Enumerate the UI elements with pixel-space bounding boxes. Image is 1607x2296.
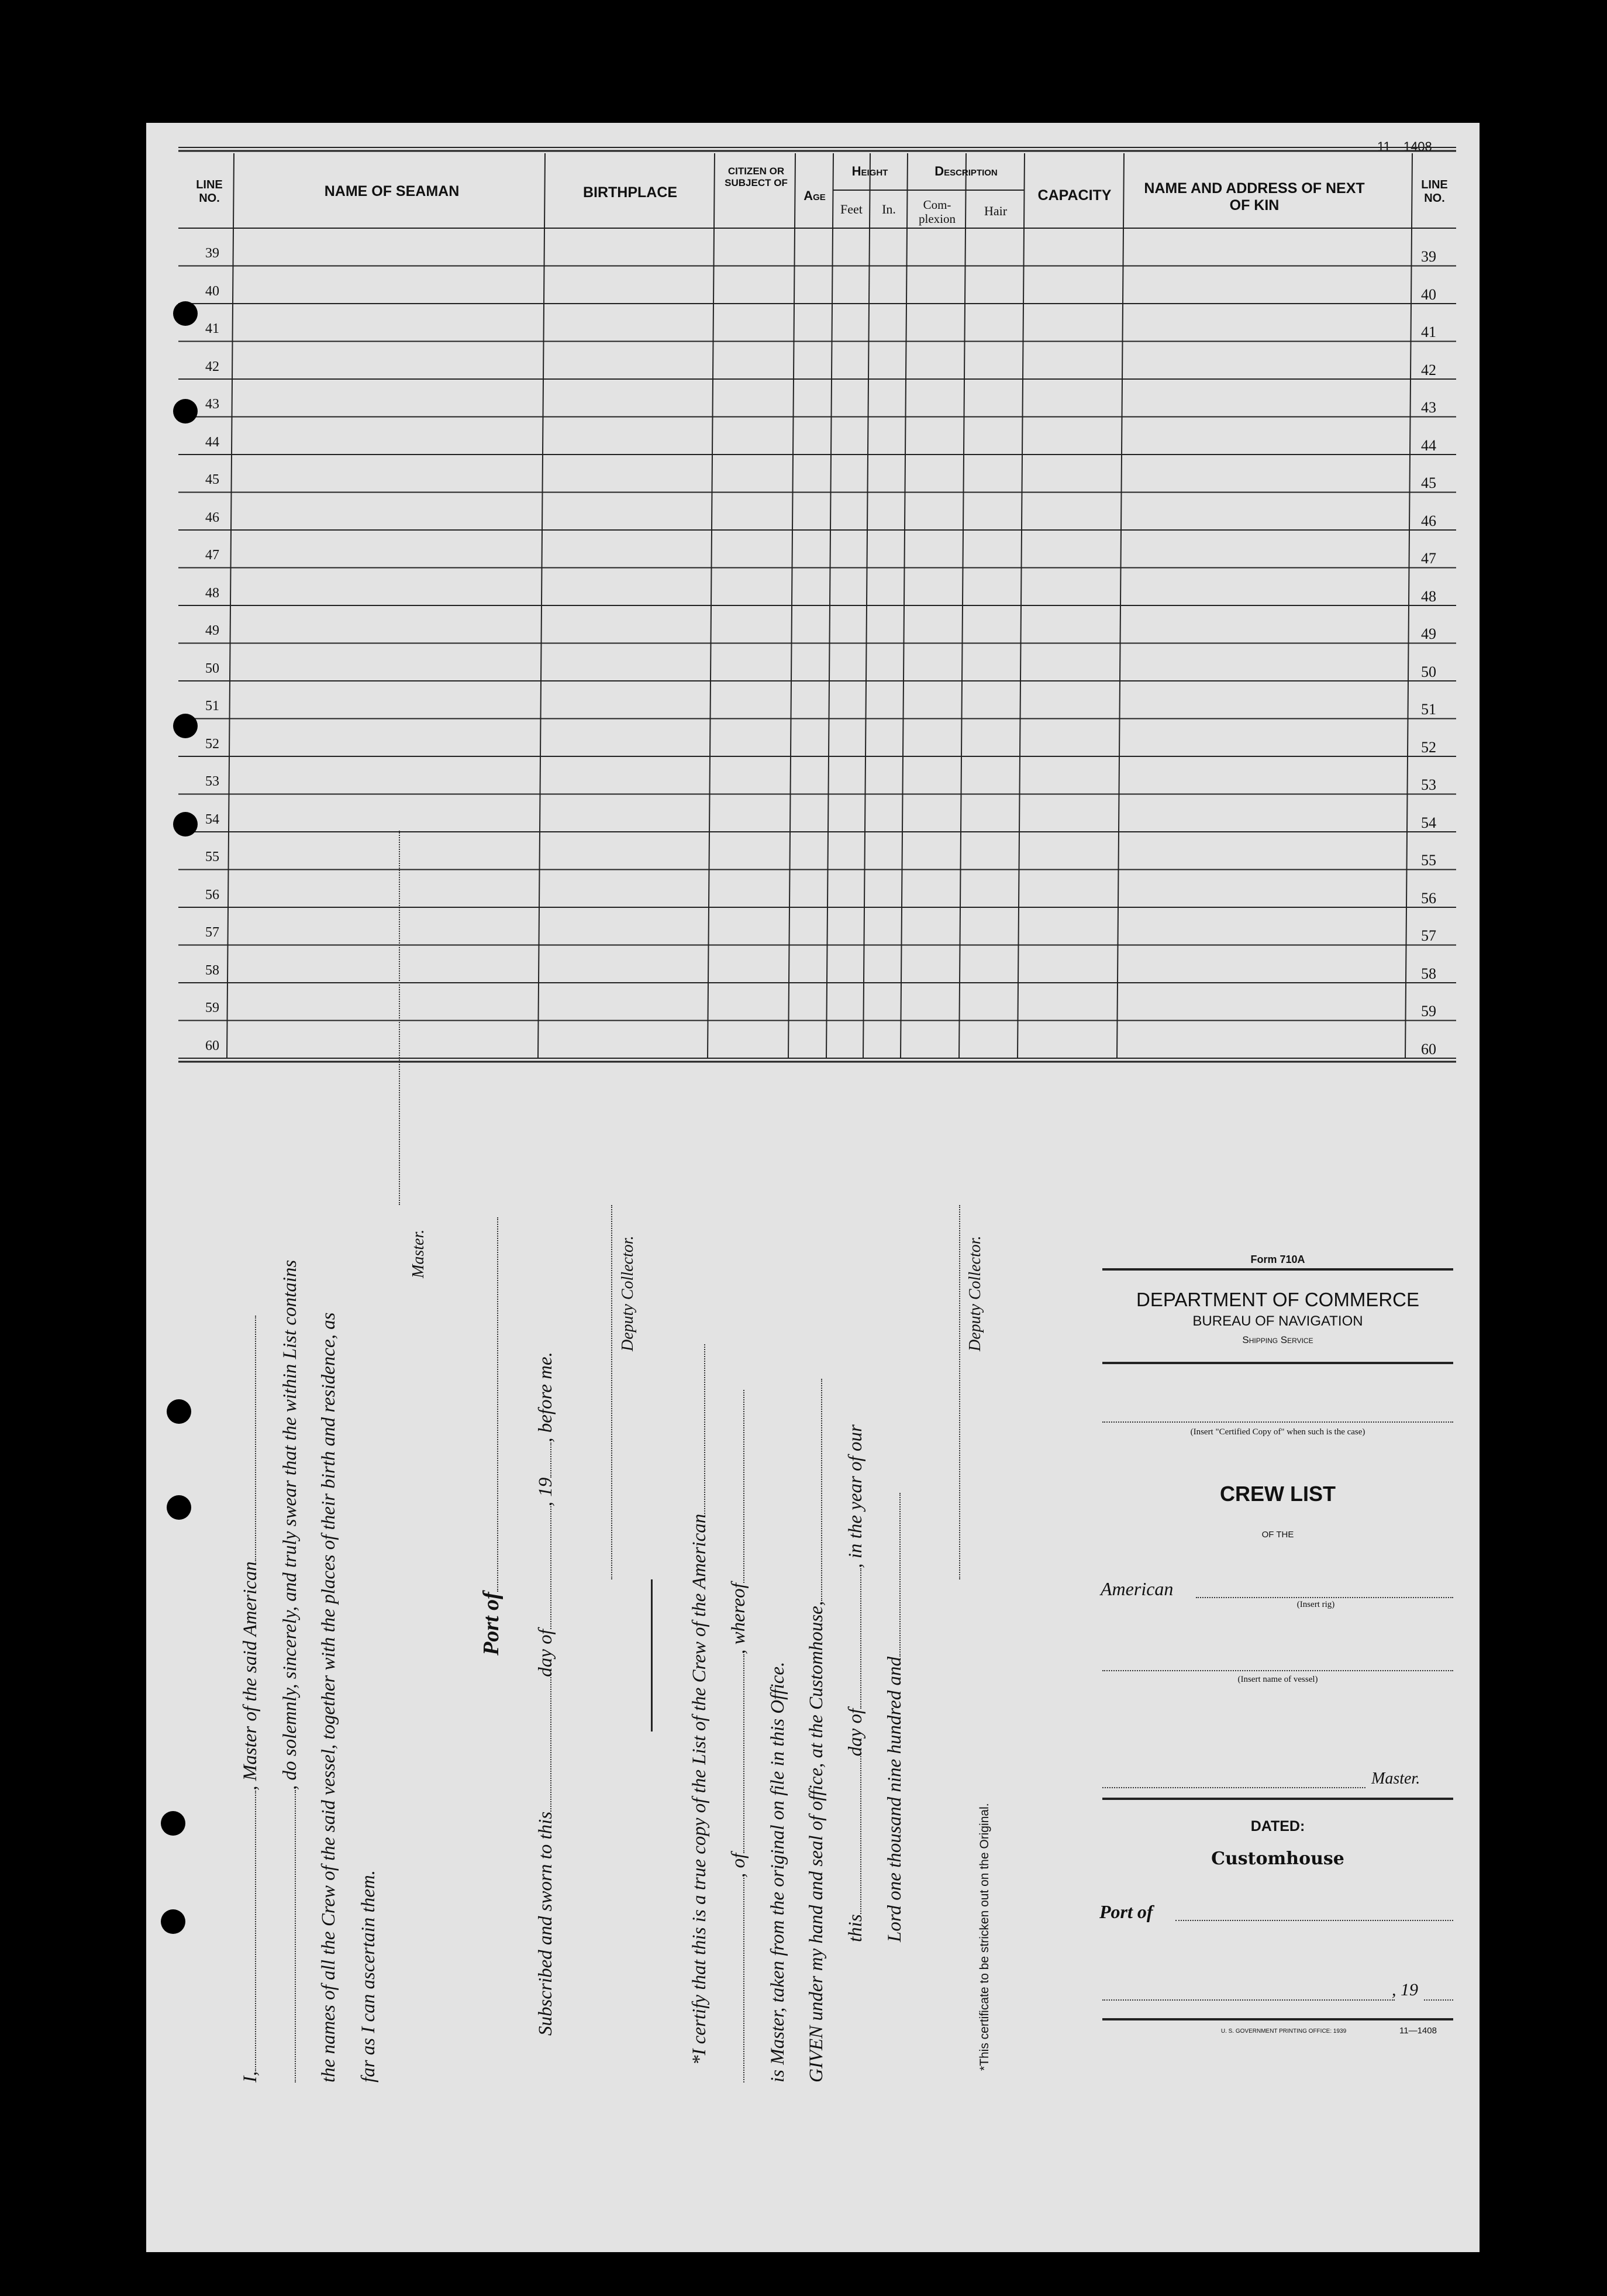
cover-service: Shipping Service [1242,1334,1313,1345]
row-number-left: 43 [205,397,219,412]
rig-line [1196,1597,1453,1598]
row-number-right: 58 [1421,965,1436,982]
row-number-left: 54 [205,811,219,827]
oath-swear-text: , do solemnly, sincerely, and truly swear that the within List contains [280,1259,301,1790]
punch-hole [173,301,198,326]
row-number-left: 45 [205,472,219,487]
certificate-text: *I certify that this is a true copy of the List of the Crew of the American [689,1513,710,2065]
oath-line-2 [280,1260,301,2082]
cover-year: , 19 [1392,1980,1418,1999]
subscribed-text: Subscribed and sworn to this [535,1811,556,2036]
cover-customhouse: Customhouse [1211,1848,1344,1869]
cover-printing-office: U. S. GOVERNMENT PRINTING OFFICE: 1939 [1220,2028,1347,2035]
certificate-year-of-our: , in the year of our [845,1424,866,1568]
row-number-right: 46 [1421,512,1436,529]
form-number-top: 11—1408 [1377,139,1432,154]
row-number-left: 50 [205,660,219,676]
row-number-left: 53 [205,774,219,789]
cover-port-of: Port of [1099,1901,1153,1922]
cover-american: American [1101,1578,1174,1599]
certificate-line-3: is Master, taken from the original on file in this Office. [767,1661,788,2082]
oath-subscribed [535,1352,557,2036]
port-of-label: Port of [479,1592,504,1655]
row-number-left: 39 [205,246,219,261]
header-hair: Hair [984,204,1008,218]
vessel-name-line [1102,1670,1453,1671]
row-number-right: 50 [1421,663,1436,680]
certificate-footnote: *This certificate to be stricken out on the Original. [978,1803,991,2071]
cover-rule-bottom [1102,2018,1453,2020]
header-next-of-kin: NAME AND ADDRESS OF NEXT OF KIN [1144,180,1365,214]
header-line-no: LINE NO. [196,178,223,205]
header-citizen: CITIZEN OR SUBJECT OF [725,166,788,188]
cover-insert-vessel: (Insert name of vessel) [1237,1675,1318,1684]
certificate-line-2 [728,1390,750,2082]
date-line [1102,1999,1395,2001]
port-line [1175,1920,1453,1921]
punch-hole [173,714,198,738]
deputy-collector-2: Deputy Collector. [966,1235,984,1351]
master-signature-line [399,831,400,1205]
cover-form-number-bottom: 11—1408 [1399,2026,1437,2036]
row-number-left: 58 [205,962,219,978]
row-number-left: 40 [205,283,219,299]
header-line-no-right: LINE NO. [1421,178,1448,205]
row-number-right: 52 [1421,738,1436,756]
certificate-this: this [845,1914,866,1942]
row-number-right: 44 [1421,436,1436,454]
header-feet: Feet [840,202,863,216]
certificate-line-4 [806,1379,827,2082]
lord-one-thousand: Lord one thousand nine hundred and [884,1657,905,1942]
row-number-right: 57 [1421,927,1436,944]
row-number-right: 59 [1421,1003,1436,1020]
certificate-whereof: , whereof [728,1583,749,1654]
punch-hole [161,1909,185,1934]
row-number-left: 48 [205,585,219,601]
deputy-collector-1: Deputy Collector. [619,1235,637,1351]
header-complexion: Com- plexion [919,198,956,226]
cover-rule-3 [1102,1798,1453,1800]
row-number-left: 42 [205,359,219,374]
row-number-right: 53 [1421,776,1436,793]
punch-hole [173,812,198,837]
cover-rule-2 [1102,1362,1453,1364]
row-number-right: 49 [1421,625,1436,642]
row-number-right: 43 [1421,399,1436,416]
row-number-right: 39 [1421,248,1436,265]
oath-master-label: Master. [409,1229,427,1278]
oath-line-1 [240,1316,261,2082]
cover-master: Master. [1371,1770,1420,1788]
oath-port-of [478,1217,504,1655]
certificate-line-1 [689,1344,711,2065]
row-number-left: 59 [205,1000,219,1016]
header-name-of-seaman: NAME OF SEAMAN [324,183,460,199]
cover-department: DEPARTMENT OF COMMERCE [1136,1289,1420,1310]
row-number-right: 60 [1421,1040,1436,1058]
cover-insert-certified: (Insert "Certified Copy of" when such is the case) [1190,1427,1365,1437]
oath-master-of: , Master of the said American [240,1561,261,1791]
cover-insert-rig: (Insert rig) [1296,1600,1335,1609]
oath-i: I, [240,2071,261,2082]
certificate-line-5 [845,1424,867,1942]
year-line [1424,1999,1453,2001]
cover-dated: DATED: [1250,1818,1305,1834]
certificate-of: , of [728,1853,749,1878]
row-number-right: 40 [1421,285,1436,303]
header-capacity: CAPACITY [1037,187,1112,204]
row-number-right: 47 [1421,550,1436,567]
punch-hole [167,1495,191,1520]
oath-line-4: far as I can ascertain them. [358,1870,379,2082]
certificate-line-6 [884,1493,906,1942]
given-under-hand: GIVEN under my hand and seal of office, at the Customhouse, [806,1600,827,2082]
row-number-left: 55 [205,849,219,865]
row-number-left: 60 [205,1038,219,1054]
row-number-right: 45 [1421,474,1436,491]
row-number-right: 56 [1421,889,1436,907]
row-number-right: 42 [1421,361,1436,378]
row-number-left: 52 [205,736,219,752]
subscribed-day-of: day of [535,1629,556,1677]
row-number-left: 41 [205,321,219,336]
oath-line-3: the names of all the Crew of the said vessel, together with the places of their birth and residence, as [318,1312,339,2082]
cover-bureau: BUREAU OF NAVIGATION [1192,1313,1363,1329]
row-number-right: 41 [1421,323,1436,340]
row-number-right: 51 [1421,701,1436,718]
row-number-right: 48 [1421,587,1436,605]
cover-rule-top [1102,1268,1453,1271]
header-height: Height [851,164,888,178]
header-inches: In. [882,202,896,216]
row-number-left: 44 [205,434,219,450]
deputy-signature-line-2 [959,1205,960,1579]
row-number-right: 54 [1421,814,1436,831]
row-number-left: 46 [205,510,219,525]
header-age: Age [804,188,826,203]
punch-hole [167,1399,191,1424]
cover-of-the: OF THE [1261,1530,1294,1540]
row-number-left: 56 [205,887,219,903]
punch-hole [173,399,198,424]
certificate-day-of: day of [845,1708,866,1757]
row-number-left: 47 [205,548,219,563]
certified-copy-line [1102,1421,1453,1423]
deputy-signature-line-1 [611,1205,612,1579]
cover-crew-list-title: CREW LIST [1220,1482,1336,1506]
header-birthplace: BIRTHPLACE [582,184,678,201]
row-number-left: 49 [205,623,219,638]
master-name-line [1102,1787,1365,1788]
row-number-left: 57 [205,925,219,940]
subscribed-before-me: , before me. [535,1352,556,1443]
row-number-left: 51 [205,698,219,714]
subscribed-year: , 19 [535,1477,556,1507]
cover-form-number: Form 710A [1250,1254,1305,1265]
row-number-right: 55 [1421,852,1436,869]
divider [651,1579,653,1732]
punch-hole [161,1811,185,1836]
header-description: Description [934,164,998,178]
